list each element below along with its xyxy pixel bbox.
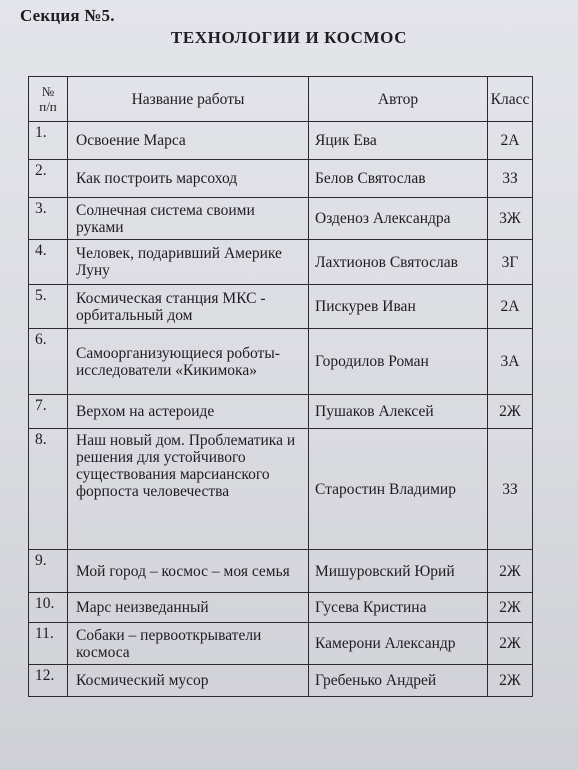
table-row <box>29 240 533 285</box>
row-class: 3А <box>488 329 533 395</box>
row-class: 2Ж <box>488 665 533 697</box>
row-class: 3Г <box>488 240 533 285</box>
table-row <box>29 329 533 395</box>
row-author: Яцик Ева <box>309 122 488 160</box>
page-title: ТЕХНОЛОГИИ И КОСМОС <box>170 28 408 47</box>
row-class: 3Ж <box>488 198 533 240</box>
row-author: Лахтионов Святослав <box>309 240 488 285</box>
row-number: 11. <box>29 623 68 665</box>
row-work-title: Мой город – космос – моя семья <box>68 550 309 593</box>
header-number-abbr: п/п <box>39 99 57 114</box>
row-class: 3З <box>488 429 533 550</box>
table-row <box>29 198 533 240</box>
row-work-title: Солнечная система своими руками <box>68 198 309 240</box>
row-number: 1. <box>29 122 68 160</box>
table-row <box>29 285 533 329</box>
row-work-title: Освоение Марса <box>68 122 309 160</box>
row-class: 3З <box>488 160 533 198</box>
row-work-title: Космическая станция МКС - орбитальный дом <box>68 285 309 329</box>
table-row <box>29 593 533 623</box>
row-class: 2Ж <box>488 593 533 623</box>
header-work-title: Название работы <box>68 77 309 122</box>
row-author: Старостин Владимир <box>309 429 488 550</box>
row-class: 2Ж <box>488 395 533 429</box>
row-class: 2А <box>488 122 533 160</box>
row-author: Пискурев Иван <box>309 285 488 329</box>
table-row <box>29 550 533 593</box>
row-number: 12. <box>29 665 68 697</box>
table-row <box>29 665 533 697</box>
row-work-title: Самоорганизующиеся роботы-исследователи «Кикимока» <box>68 329 309 395</box>
row-author: Камерони Александр <box>309 623 488 665</box>
row-class: 2А <box>488 285 533 329</box>
row-author: Городилов Роман <box>309 329 488 395</box>
row-work-title: Как построить марсоход <box>68 160 309 198</box>
header-author: Автор <box>309 77 488 122</box>
row-author: Гребенько Андрей <box>309 665 488 697</box>
table-row <box>29 122 533 160</box>
header-number-symbol: № <box>41 84 55 99</box>
table-row <box>29 160 533 198</box>
row-author: Гусева Кристина <box>309 593 488 623</box>
row-author: Пушаков Алексей <box>309 395 488 429</box>
table-row <box>29 395 533 429</box>
row-work-title: Марс неизведанный <box>68 593 309 623</box>
table-row <box>29 429 533 550</box>
row-author: Белов Святослав <box>309 160 488 198</box>
row-work-title: Человек, подаривший Америке Луну <box>68 240 309 285</box>
row-number: 4. <box>29 240 68 285</box>
row-author: Озденоз Александра <box>309 198 488 240</box>
row-number: 9. <box>29 550 68 593</box>
row-class: 2Ж <box>488 550 533 593</box>
row-work-title: Наш новый дом. Проблематика и решения для устойчивого существования марсианского форпоста человечества <box>68 429 309 550</box>
row-work-title: Собаки – первооткрыватели космоса <box>68 623 309 665</box>
table-header-row <box>29 77 533 122</box>
row-number: 2. <box>29 160 68 198</box>
row-class: 2Ж <box>488 623 533 665</box>
row-work-title: Верхом на астероиде <box>68 395 309 429</box>
row-number: 7. <box>29 395 68 429</box>
row-number: 8. <box>29 429 68 550</box>
row-number: 3. <box>29 198 68 240</box>
section-label: Секция №5. <box>20 6 115 25</box>
row-number: 5. <box>29 285 68 329</box>
header-class: Класс <box>488 77 533 122</box>
header-number <box>29 77 68 122</box>
row-number: 6. <box>29 329 68 395</box>
table-row <box>29 623 533 665</box>
works-table <box>28 76 533 697</box>
row-number: 10. <box>29 593 68 623</box>
row-author: Мишуровский Юрий <box>309 550 488 593</box>
row-work-title: Космический мусор <box>68 665 309 697</box>
